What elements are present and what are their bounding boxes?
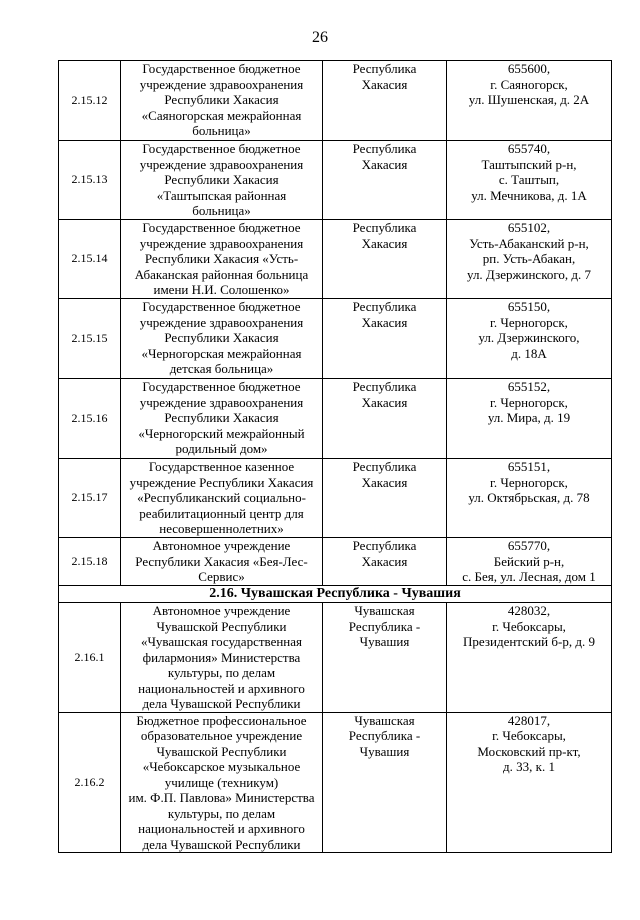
region: [323, 299, 447, 379]
institution-name: [121, 379, 323, 459]
address: [447, 220, 612, 299]
address: [447, 459, 612, 538]
address: [447, 379, 612, 459]
row-number: 2.15.15: [59, 299, 121, 379]
region-text: Республика Хакасия: [352, 141, 417, 172]
row-number: 2.16.1: [59, 603, 121, 713]
region: [323, 603, 447, 713]
address-text: 655151, г. Черногорск, ул. Октябрьская, д. 78: [468, 459, 590, 505]
region-text: Чувашская Республика - Чувашия: [348, 712, 421, 759]
address-text: 655152, г. Черногорск, ул. Мира, д. 19: [487, 379, 571, 425]
institution-name: [121, 538, 323, 586]
region: [323, 538, 447, 586]
address-text: 655600, г. Саяногорск, ул. Шушенская, д. 2А: [468, 61, 590, 107]
institution-name: [121, 712, 323, 853]
table-row: [59, 379, 612, 459]
table-row: [59, 538, 612, 586]
institutions-table: [58, 60, 612, 853]
institution-name: [121, 459, 323, 538]
institution-name-text: Государственное бюджетное учреждение здравоохранения Республики Хакасия «Черногорская межрайонная детская больница»: [139, 299, 304, 376]
address: [447, 712, 612, 853]
region-text: Республика Хакасия: [352, 61, 417, 92]
section-title: 2.16. Чувашская Республика - Чувашия: [59, 586, 612, 603]
institution-name: [121, 220, 323, 299]
institution-name: [121, 61, 323, 141]
institution-name-text: Автономное учреждение Чувашской Республики «Чувашская государственная филармония» Министерства культуры, по делам национальностей и архивного дела Чувашской Республики: [138, 603, 305, 711]
institution-name-text: Бюджетное профессиональное образовательное учреждение Чувашской Республики «Чебоксарское музыкальное училище (техникум) им. Ф.П. Павлова» Министерства культуры, по делам национальностей и архивного дела Чувашской Республики: [128, 712, 315, 852]
institution-name: [121, 603, 323, 713]
address-text: 428032, г. Чебоксары, Президентский б-р, д. 9: [463, 603, 595, 649]
region: [323, 220, 447, 299]
address-text: 655740, Таштыпский р-н, с. Таштып, ул. Мечникова, д. 1А: [471, 141, 587, 203]
row-number: 2.16.2: [59, 712, 121, 853]
table-row: [59, 459, 612, 538]
institution-name-text: Государственное бюджетное учреждение здравоохранения Республики Хакасия «Саяногорская межрайонная больница»: [139, 61, 304, 138]
region: [323, 459, 447, 538]
table-row: [59, 603, 612, 713]
region: [323, 141, 447, 220]
region-text: Республика Хакасия: [352, 220, 417, 251]
address: [447, 538, 612, 586]
address: [447, 61, 612, 141]
institution-name-text: Государственное казенное учреждение Республики Хакасия «Республиканский социально- реабилитационный центр для несовершеннолетних»: [129, 459, 314, 536]
address: [447, 141, 612, 220]
row-number: 2.15.18: [59, 538, 121, 586]
region-text: Республика Хакасия: [352, 538, 417, 569]
address: [447, 299, 612, 379]
address-text: 655770, Бейский р-н, с. Бея, ул. Лесная, дом 1: [462, 538, 596, 584]
row-number: 2.15.17: [59, 459, 121, 538]
table-row: [59, 299, 612, 379]
region-text: Республика Хакасия: [352, 299, 417, 330]
table-row: [59, 712, 612, 853]
address: [447, 603, 612, 713]
address-text: 655102, Усть-Абаканский р-н, рп. Усть-Абакан, ул. Дзержинского, д. 7: [467, 220, 591, 282]
section-header-row: [59, 586, 612, 603]
table-row: [59, 220, 612, 299]
table-row: [59, 61, 612, 141]
region-text: Чувашская Республика - Чувашия: [348, 603, 421, 649]
institution-name-text: Государственное бюджетное учреждение здравоохранения Республики Хакасия «Таштыпская районная больница»: [139, 141, 304, 218]
row-number: 2.15.13: [59, 141, 121, 220]
row-number: 2.15.14: [59, 220, 121, 299]
institution-name-text: Автономное учреждение Республики Хакасия «Бея-Лес- Сервис»: [135, 538, 308, 584]
page-number: 26: [312, 29, 328, 46]
row-number: 2.15.16: [59, 379, 121, 459]
institution-name: [121, 141, 323, 220]
table-row: [59, 141, 612, 220]
row-number: 2.15.12: [59, 61, 121, 141]
institution-name-text: Государственное бюджетное учреждение здравоохранения Республики Хакасия «Черногорский межрайонный родильный дом»: [138, 379, 305, 456]
region-text: Республика Хакасия: [352, 459, 417, 490]
institution-name: [121, 299, 323, 379]
address-text: 428017, г. Чебоксары, Московский пр-кт, д. 33, к. 1: [477, 712, 581, 774]
address-text: 655150, г. Черногорск, ул. Дзержинского, д. 18А: [478, 299, 580, 361]
region: [323, 379, 447, 459]
region-text: Республика Хакасия: [352, 379, 417, 410]
region: [323, 712, 447, 853]
institution-name-text: Государственное бюджетное учреждение здравоохранения Республики Хакасия «Усть- Абаканская районная больница имени Н.И. Солошенко»: [134, 220, 309, 297]
region: [323, 61, 447, 141]
